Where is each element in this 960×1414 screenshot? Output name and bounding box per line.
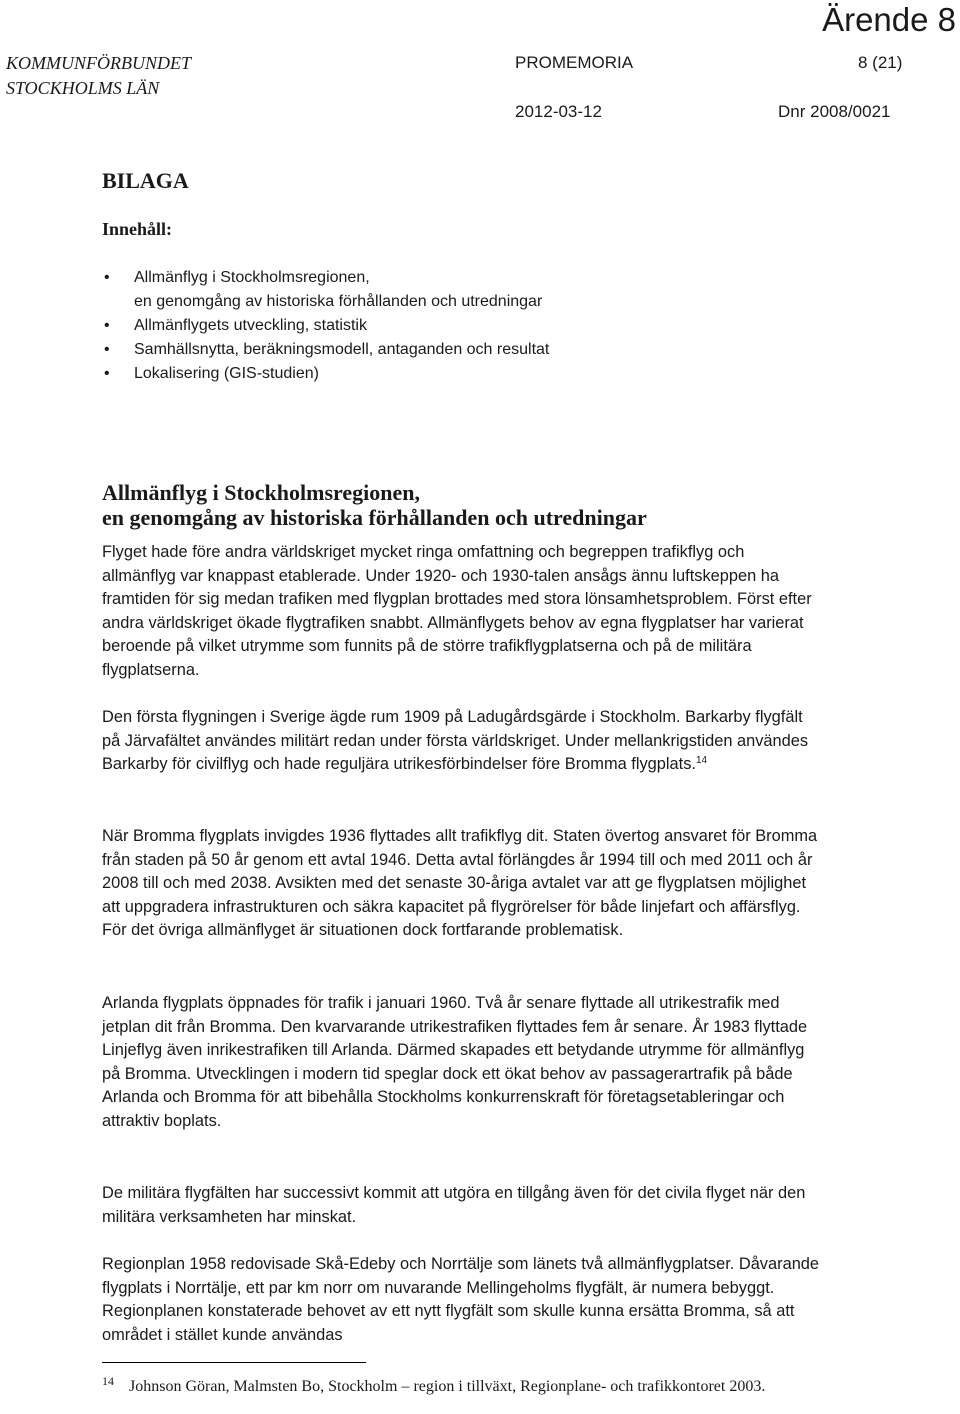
- footnote-ref: 14: [695, 755, 708, 767]
- footnote-text: Johnson Göran, Malmsten Bo, Stockholm – region i tillväxt, Regionplane- och trafikkontoret 2003.: [129, 1378, 766, 1395]
- doc-type: PROMEMORIA: [515, 53, 634, 72]
- contents-heading: Innehåll:: [102, 219, 173, 239]
- footnote-number: 14: [102, 1374, 114, 1388]
- bullet-icon: •: [104, 341, 110, 358]
- list-item: en genomgång av historiska förhållanden och utredningar: [134, 293, 543, 310]
- paragraph: Regionplan 1958 redovisade Skå-Edeby och Norrtälje som länets två allmänflygplatser. Dåvarande flygplats i Norrtälje, ett par km norr om nuvarande Mellingeholms flygfält, är numera bebyggt. Regionplanen konstaterade behovet av ett nytt flygfält som skulle kunna ersätta Bromma, så att området i stället kunde användas: [102, 1255, 820, 1344]
- contents-list: [102, 266, 549, 386]
- list-item: • Allmänflygets utveckling, statistik: [102, 314, 549, 338]
- bullet-icon: •: [104, 317, 110, 334]
- footnote-divider: [102, 1362, 366, 1363]
- bullet-icon: •: [104, 269, 110, 286]
- page-number: 8 (21): [858, 53, 903, 72]
- list-item: • Samhällsnytta, beräkningsmodell, antaganden och resultat: [102, 338, 549, 362]
- bilaga-heading: BILAGA: [102, 168, 189, 193]
- bullet-icon: •: [104, 365, 110, 382]
- section-title: Allmänflyg i Stockholmsregionen, en genomgång av historiska förhållanden och utredningar: [102, 480, 647, 530]
- paragraph: Flyget hade före andra världskriget mycket ringa omfattning och begreppen trafikflyg och allmänflyg var knappast etablerade. Under 1920- och 1930-talen ansågs ännu luftskeppen ha framtiden för sig medan trafiken med flygplan brottades med stora lönsamhetsproblem. Först efter andra världskriget ökade flygtrafiken snabbt. Allmänflygets behov av egna flygplatser har varierat beroende på vilket utrymme som funnits på de större trafikflygplatserna och på de militära flygplatserna.: [102, 543, 812, 679]
- list-item: • Allmänflyg i Stockholmsregionen,: [102, 266, 549, 290]
- paragraph: Arlanda flygplats öppnades för trafik i januari 1960. Två år senare flyttade all utrikestrafik med jetplan dit från Bromma. Den kvarvarande utrikestrafiken flyttades fem år senare. År 1983 flyttade Linjeflyg även inrikestrafiken till Arlanda. Därmed skapades ett betydande utrymme för allmänflyg på Bromma. Utvecklingen i modern tid speglar dock ett ökat behov av passagerartrafik på både Arlanda och Bromma för att bibehålla Stockholms konkurrenskraft för företagsetableringar och attraktiv boplats.: [102, 994, 808, 1130]
- org-name-line2: STOCKHOLMS LÄN: [6, 78, 160, 98]
- arende-label: Ärende 8: [822, 1, 956, 38]
- list-item: • Lokalisering (GIS-studien): [102, 362, 549, 386]
- doc-date: 2012-03-12: [515, 102, 602, 121]
- doc-dnr: Dnr 2008/0021: [778, 102, 891, 121]
- paragraph: Den första flygningen i Sverige ägde rum 1909 på Ladugårdsgärde i Stockholm. Barkarby flygfält på Järvafältet användes militärt redan under första världskriget. Under mellankrigstiden användes Barkarby för civilflyg och hade reguljära utrikesförbindelser före Bromma flygplats.$^{14}$: [102, 708, 809, 774]
- paragraph: När Bromma flygplats invigdes 1936 flyttades allt trafikflyg dit. Staten övertog ansvaret för Bromma från staden på 50 år genom ett avtal 1946. Detta avtal förlängdes år 1994 till och med 2011 och år 2008 till och med 2038. Avsikten med det senaste 30-åriga avtalet var att ge flygplatsen möjlighet att uppgradera infrastrukturen och säkra kapacitet på flygrörelser för både linjefart och affärsflyg. För det övriga allmänflyget är situationen dock fortfarande problematisk.: [102, 827, 818, 940]
- org-name-line1: KOMMUNFÖRBUNDET: [6, 53, 191, 73]
- paragraph: De militära flygfälten har successivt kommit att utgöra en tillgång även för det civila flyget när den militära verksamheten har minskat.: [102, 1184, 806, 1226]
